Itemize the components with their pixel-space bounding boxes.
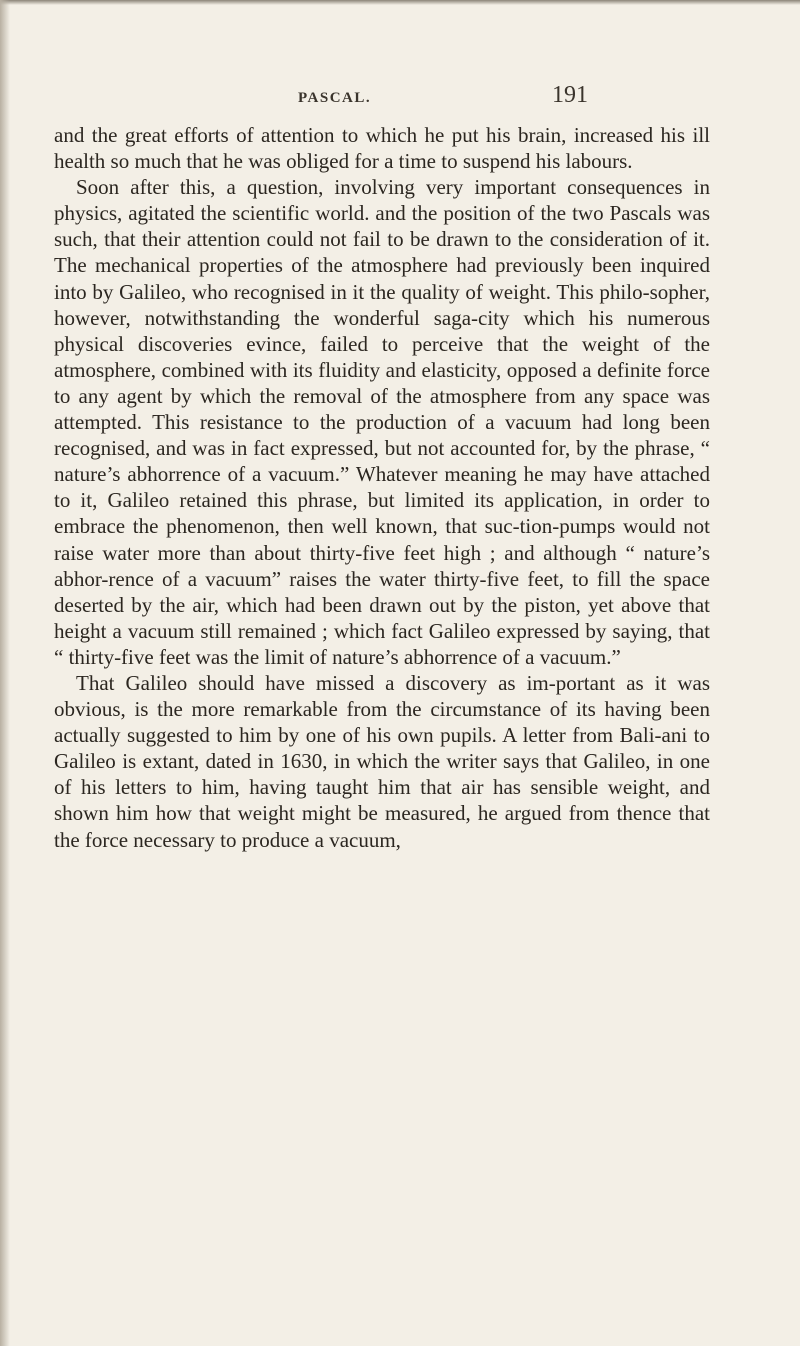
page-number: 191	[552, 82, 588, 108]
page-top-edge	[0, 0, 800, 5]
paragraph-3: That Galileo should have missed a discovery as im-portant as it was obvious, is the more remarkable from the circumstance of its having been actually suggested to him by one of his own pupils. A letter from Bali-ani to Galileo is extant, dated in 1630, in which the writer says that Galileo, in one of his letters to him, having taught him that air has sensible weight, and shown him how that weight might be measured, he argued from thence that the force necessary to produce a vacuum,	[54, 670, 710, 852]
page-binding-shadow	[0, 0, 10, 1346]
body-text	[54, 122, 710, 853]
running-head: PASCAL.	[298, 90, 372, 106]
paragraph-1: and the great efforts of attention to which he put his brain, increased his ill health so much that he was obliged for a time to suspend his labours.	[54, 123, 710, 174]
page-header	[0, 82, 800, 116]
paragraph-2: Soon after this, a question, involving very important consequences in physics, agitated the scientific world. and the position of the two Pascals was such, that their attention could not fail to be drawn to the consideration of it. The mechanical properties of the atmosphere had previously been inquired into by Galileo, who recognised in it the quality of weight. This philo-sopher, however, notwithstanding the wonderful saga-city which his numerous physical discoveries evince, failed to perceive that the weight of the atmosphere, combined with its fluidity and elasticity, opposed a definite force to any agent by which the removal of the atmosphere from any space was attempted. This resistance to the production of a vacuum had long been recognised, and was in fact expressed, but not accounted for, by the phrase, “ nature’s abhorrence of a vacuum.” Whatever meaning he may have attached to it, Galileo retained this phrase, but limited its application, in order to embrace the phenomenon, then well known, that suc-tion-pumps would not raise water more than about thirty-five feet high ; and although “ nature’s abhor-rence of a vacuum” raises the water thirty-five feet, to fill the space deserted by the air, which had been drawn out by the piston, yet above that height a vacuum still remained ; which fact Galileo expressed by saying, that “ thirty-five feet was the limit of nature’s abhorrence of a vacuum.”	[54, 175, 710, 669]
